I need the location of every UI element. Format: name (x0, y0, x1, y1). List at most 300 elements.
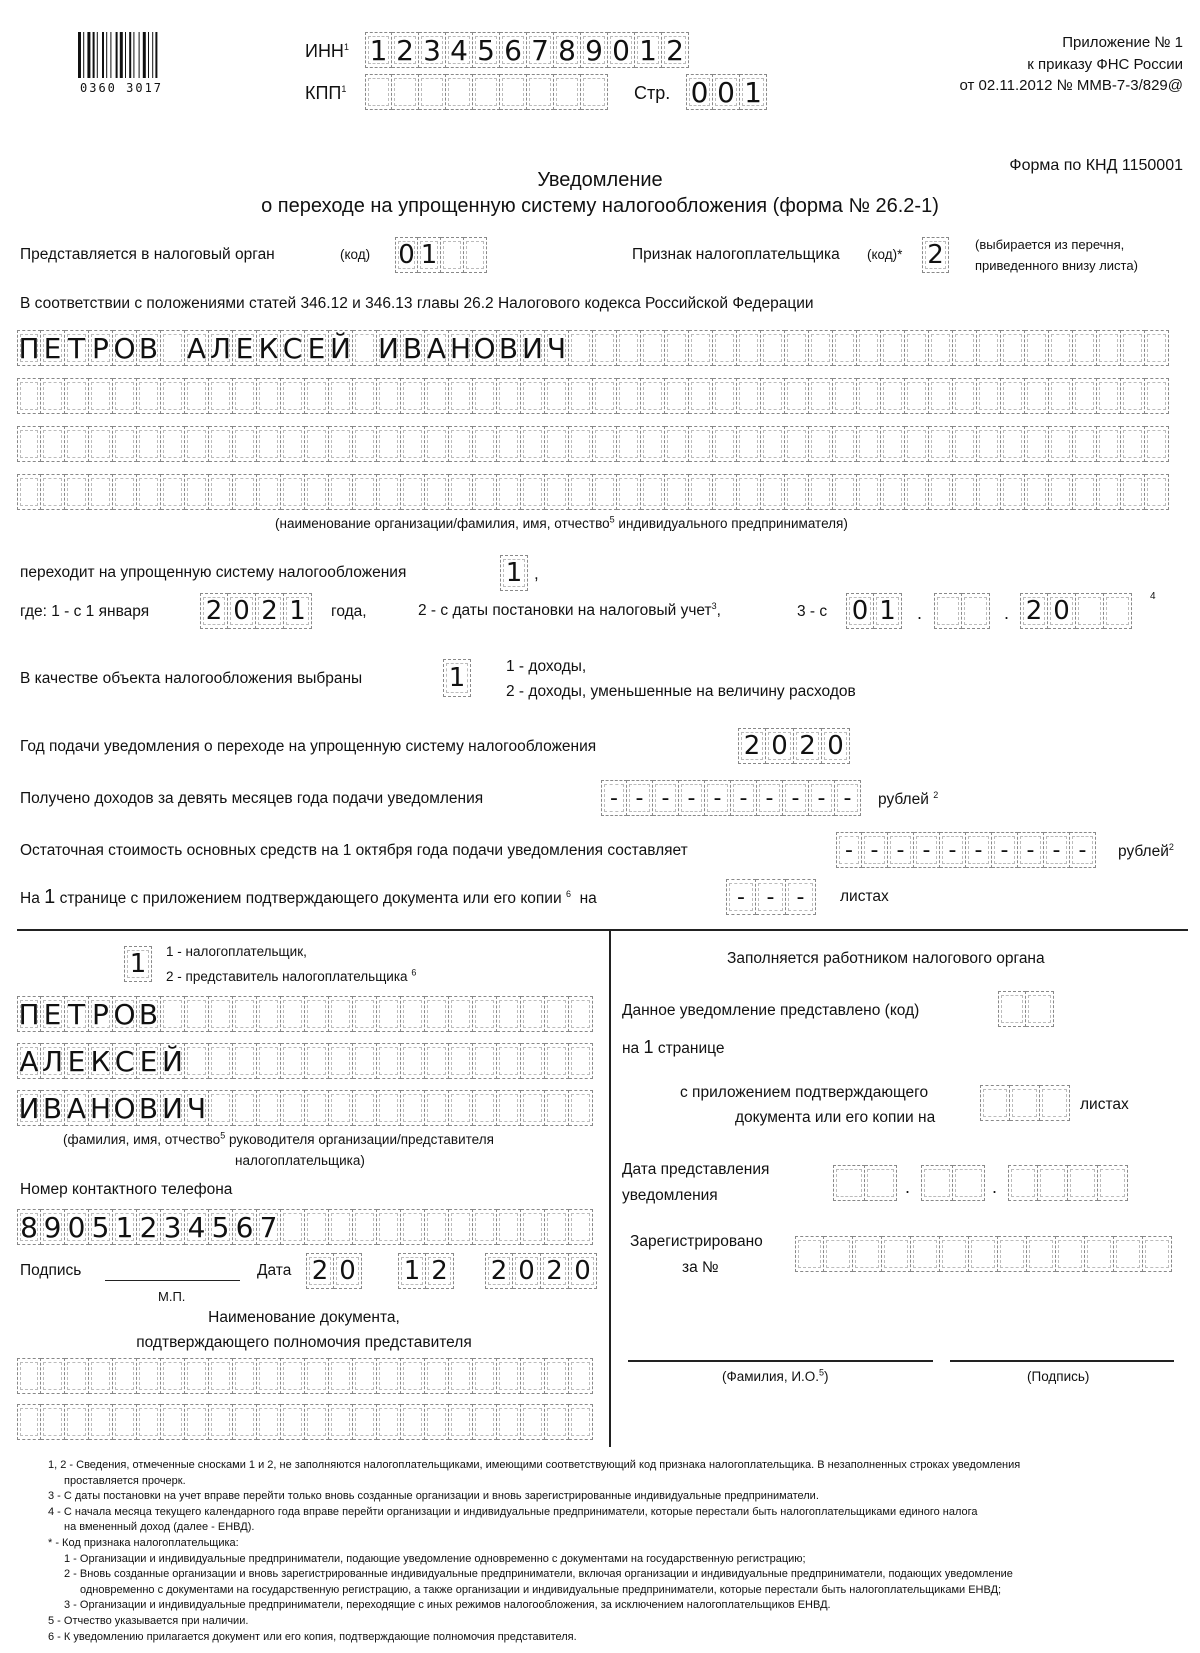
char-cell[interactable] (281, 378, 305, 414)
char-cell[interactable] (464, 237, 487, 273)
char-cell[interactable] (737, 330, 761, 366)
char-cell[interactable]: 2 (306, 1253, 334, 1289)
char-cell[interactable]: 1 (874, 593, 902, 629)
char-cell[interactable] (929, 426, 953, 462)
char-cell[interactable] (1049, 426, 1073, 462)
char-cell[interactable] (929, 330, 953, 366)
char-cell[interactable] (497, 474, 521, 510)
char-cell[interactable] (761, 426, 785, 462)
char-cell[interactable] (281, 426, 305, 462)
char-cell[interactable] (329, 1358, 353, 1394)
char-cell[interactable] (977, 378, 1001, 414)
char-cell[interactable]: Е (305, 330, 329, 366)
char-cell[interactable]: Е (41, 330, 65, 366)
char-cell[interactable] (545, 1090, 569, 1126)
char-cell[interactable]: 2 (392, 32, 419, 68)
char-cell[interactable] (497, 1404, 521, 1440)
char-cell[interactable] (521, 378, 545, 414)
char-cell[interactable]: И (161, 1090, 185, 1126)
char-cell[interactable] (161, 1404, 185, 1440)
char-cell[interactable] (809, 330, 833, 366)
char-cell[interactable] (449, 1043, 473, 1079)
char-cell[interactable] (161, 1358, 185, 1394)
char-cell[interactable] (785, 330, 809, 366)
char-cell[interactable]: С (113, 1043, 137, 1079)
char-cell[interactable] (377, 1358, 401, 1394)
char-cell[interactable] (1121, 474, 1145, 510)
char-cell[interactable] (329, 1043, 353, 1079)
char-cell[interactable] (665, 378, 689, 414)
char-cell[interactable] (329, 1209, 353, 1245)
name-row-2[interactable] (17, 378, 1169, 414)
char-cell[interactable] (281, 1404, 305, 1440)
char-cell[interactable] (953, 426, 977, 462)
char-cell[interactable]: 0 (513, 1253, 541, 1289)
char-cell[interactable] (980, 1085, 1010, 1121)
char-cell[interactable] (305, 1090, 329, 1126)
char-cell[interactable] (161, 426, 185, 462)
char-cell[interactable]: 9 (581, 32, 608, 68)
char-cell[interactable] (665, 330, 689, 366)
char-cell[interactable] (809, 378, 833, 414)
char-cell[interactable] (833, 330, 857, 366)
char-cell[interactable] (377, 378, 401, 414)
char-cell[interactable] (1025, 426, 1049, 462)
char-cell[interactable] (761, 474, 785, 510)
char-cell[interactable] (449, 1358, 473, 1394)
char-cell[interactable] (1114, 1236, 1143, 1272)
char-cell[interactable] (689, 330, 713, 366)
signer-field[interactable] (124, 946, 152, 982)
char-cell[interactable] (65, 1404, 89, 1440)
char-cell[interactable] (377, 1090, 401, 1126)
char-cell[interactable] (497, 996, 521, 1032)
char-cell[interactable] (617, 330, 641, 366)
char-cell[interactable] (353, 996, 377, 1032)
char-cell[interactable]: Ч (545, 330, 569, 366)
char-cell[interactable] (257, 474, 281, 510)
char-cell[interactable] (329, 378, 353, 414)
char-cell[interactable] (281, 1090, 305, 1126)
char-cell[interactable] (833, 426, 857, 462)
office-date-month[interactable] (921, 1165, 985, 1201)
transition-field[interactable] (500, 555, 528, 591)
char-cell[interactable] (497, 1043, 521, 1079)
char-cell[interactable] (824, 1236, 853, 1272)
char-cell[interactable] (257, 1043, 281, 1079)
char-cell[interactable] (329, 996, 353, 1032)
char-cell[interactable] (401, 1090, 425, 1126)
char-cell[interactable] (257, 378, 281, 414)
char-cell[interactable]: 3 (419, 32, 446, 68)
char-cell[interactable] (233, 1090, 257, 1126)
char-cell[interactable] (521, 1090, 545, 1126)
income-field[interactable] (601, 780, 861, 816)
char-cell[interactable]: - (1070, 832, 1096, 868)
char-cell[interactable]: 6 (500, 32, 527, 68)
char-cell[interactable] (521, 474, 545, 510)
fio-line[interactable] (628, 1360, 933, 1362)
char-cell[interactable] (185, 474, 209, 510)
char-cell[interactable] (353, 330, 377, 366)
char-cell[interactable]: А (425, 330, 449, 366)
char-cell[interactable] (473, 1358, 497, 1394)
char-cell[interactable]: - (1044, 832, 1070, 868)
char-cell[interactable]: 1 (284, 593, 312, 629)
char-cell[interactable]: О (113, 1091, 136, 1125)
char-cell[interactable]: О (473, 331, 496, 365)
char-cell[interactable] (185, 426, 209, 462)
char-cell[interactable]: В (497, 330, 521, 366)
char-cell[interactable]: 2 (794, 728, 822, 764)
char-cell[interactable] (1073, 378, 1097, 414)
char-cell[interactable]: 0 (686, 74, 713, 110)
char-cell[interactable] (233, 474, 257, 510)
char-cell[interactable] (962, 593, 990, 629)
char-cell[interactable] (1001, 330, 1025, 366)
char-cell[interactable] (545, 378, 569, 414)
char-cell[interactable]: В (41, 1090, 65, 1126)
kpp-field[interactable] (365, 74, 608, 110)
char-cell[interactable] (545, 1404, 569, 1440)
char-cell[interactable]: - (705, 780, 731, 816)
char-cell[interactable] (89, 378, 113, 414)
char-cell[interactable]: 5 (209, 1209, 233, 1245)
char-cell[interactable] (521, 1358, 545, 1394)
char-cell[interactable] (1097, 330, 1121, 366)
char-cell[interactable] (473, 378, 497, 414)
char-cell[interactable] (1145, 474, 1169, 510)
char-cell[interactable]: - (726, 879, 756, 915)
char-cell[interactable] (545, 1043, 569, 1079)
char-cell[interactable] (1008, 1165, 1038, 1201)
char-cell[interactable] (377, 1404, 401, 1440)
char-cell[interactable] (17, 1404, 41, 1440)
char-cell[interactable] (1027, 1236, 1056, 1272)
char-cell[interactable] (593, 330, 617, 366)
char-cell[interactable] (593, 426, 617, 462)
char-cell[interactable]: В (137, 330, 161, 366)
char-cell[interactable] (905, 378, 929, 414)
char-cell[interactable] (905, 474, 929, 510)
char-cell[interactable] (554, 74, 581, 110)
char-cell[interactable] (233, 426, 257, 462)
char-cell[interactable] (1145, 378, 1169, 414)
char-cell[interactable] (1049, 378, 1073, 414)
char-cell[interactable] (881, 474, 905, 510)
char-cell[interactable] (89, 474, 113, 510)
char-cell[interactable] (425, 1404, 449, 1440)
char-cell[interactable] (569, 1090, 593, 1126)
char-cell[interactable] (833, 378, 857, 414)
char-cell[interactable] (1001, 474, 1025, 510)
char-cell[interactable]: 1 (500, 555, 528, 591)
char-cell[interactable] (401, 1358, 425, 1394)
attachment-sheets-field[interactable] (980, 1085, 1070, 1121)
char-cell[interactable]: 0 (569, 1253, 597, 1289)
char-cell[interactable] (449, 1090, 473, 1126)
char-cell[interactable] (41, 1404, 65, 1440)
char-cell[interactable] (953, 474, 977, 510)
char-cell[interactable] (905, 426, 929, 462)
char-cell[interactable]: И (521, 330, 545, 366)
char-cell[interactable] (977, 426, 1001, 462)
char-cell[interactable] (865, 1165, 897, 1201)
char-cell[interactable] (377, 426, 401, 462)
char-cell[interactable] (425, 1043, 449, 1079)
char-cell[interactable]: - (835, 780, 861, 816)
char-cell[interactable] (233, 1043, 257, 1079)
char-cell[interactable] (281, 996, 305, 1032)
char-cell[interactable]: 0 (228, 593, 256, 629)
char-cell[interactable]: Н (449, 331, 472, 365)
char-cell[interactable]: 3 (161, 1209, 185, 1245)
char-cell[interactable]: 2 (137, 1209, 161, 1245)
char-cell[interactable]: - (1018, 832, 1044, 868)
char-cell[interactable] (473, 1090, 497, 1126)
char-cell[interactable] (305, 1358, 329, 1394)
char-cell[interactable] (569, 330, 593, 366)
char-cell[interactable] (641, 474, 665, 510)
char-cell[interactable]: 2 (1020, 593, 1048, 629)
char-cell[interactable] (473, 1043, 497, 1079)
char-cell[interactable] (473, 474, 497, 510)
option-3-day-field[interactable] (846, 593, 902, 629)
char-cell[interactable] (209, 1043, 233, 1079)
char-cell[interactable] (998, 991, 1026, 1027)
char-cell[interactable] (1025, 378, 1049, 414)
char-cell[interactable] (953, 330, 977, 366)
char-cell[interactable]: В (401, 330, 425, 366)
char-cell[interactable] (569, 474, 593, 510)
char-cell[interactable]: 2 (662, 32, 689, 68)
char-cell[interactable]: 2 (922, 237, 949, 273)
char-cell[interactable] (401, 1404, 425, 1440)
char-cell[interactable]: - (627, 780, 653, 816)
char-cell[interactable] (161, 378, 185, 414)
char-cell[interactable] (425, 474, 449, 510)
name-row-4[interactable] (17, 474, 1169, 510)
char-cell[interactable] (785, 378, 809, 414)
char-cell[interactable] (1026, 991, 1054, 1027)
char-cell[interactable] (17, 474, 41, 510)
char-cell[interactable]: 0 (65, 1209, 89, 1245)
firstname-field[interactable] (17, 1043, 593, 1079)
signer-date-year[interactable] (485, 1253, 597, 1289)
char-cell[interactable]: К (257, 330, 281, 366)
char-cell[interactable] (473, 1209, 497, 1245)
char-cell[interactable]: - (836, 832, 862, 868)
char-cell[interactable] (305, 1043, 329, 1079)
char-cell[interactable] (161, 474, 185, 510)
char-cell[interactable] (65, 426, 89, 462)
char-cell[interactable] (785, 426, 809, 462)
char-cell[interactable] (257, 996, 281, 1032)
char-cell[interactable] (233, 1404, 257, 1440)
char-cell[interactable] (857, 426, 881, 462)
char-cell[interactable]: 0 (395, 237, 418, 273)
char-cell[interactable] (185, 1404, 209, 1440)
char-cell[interactable] (89, 1358, 113, 1394)
char-cell[interactable] (617, 378, 641, 414)
char-cell[interactable] (521, 1209, 545, 1245)
char-cell[interactable] (113, 378, 137, 414)
char-cell[interactable] (257, 1404, 281, 1440)
char-cell[interactable]: 0 (846, 593, 874, 629)
char-cell[interactable] (545, 474, 569, 510)
char-cell[interactable] (353, 1209, 377, 1245)
char-cell[interactable] (497, 1358, 521, 1394)
char-cell[interactable] (17, 426, 41, 462)
char-cell[interactable] (857, 474, 881, 510)
char-cell[interactable] (65, 378, 89, 414)
pages-field[interactable] (726, 879, 816, 915)
char-cell[interactable] (641, 330, 665, 366)
char-cell[interactable]: П (18, 331, 40, 365)
char-cell[interactable] (761, 378, 785, 414)
char-cell[interactable]: 8 (17, 1209, 41, 1245)
char-cell[interactable]: - (653, 780, 679, 816)
char-cell[interactable] (401, 474, 425, 510)
char-cell[interactable] (1121, 426, 1145, 462)
char-cell[interactable]: Е (41, 996, 65, 1032)
char-cell[interactable] (953, 378, 977, 414)
char-cell[interactable]: - (888, 832, 914, 868)
char-cell[interactable] (209, 1090, 233, 1126)
char-cell[interactable] (809, 474, 833, 510)
char-cell[interactable] (1097, 474, 1121, 510)
char-cell[interactable] (449, 474, 473, 510)
char-cell[interactable]: 0 (766, 728, 794, 764)
char-cell[interactable] (257, 1090, 281, 1126)
char-cell[interactable] (1049, 474, 1073, 510)
char-cell[interactable] (257, 426, 281, 462)
char-cell[interactable] (425, 426, 449, 462)
char-cell[interactable] (209, 996, 233, 1032)
char-cell[interactable] (257, 1358, 281, 1394)
char-cell[interactable] (65, 1358, 89, 1394)
char-cell[interactable]: - (731, 780, 757, 816)
char-cell[interactable] (449, 996, 473, 1032)
char-cell[interactable]: П (18, 997, 40, 1031)
char-cell[interactable] (921, 1165, 953, 1201)
char-cell[interactable] (425, 1209, 449, 1245)
payer-sign-field[interactable] (922, 237, 949, 273)
char-cell[interactable] (545, 996, 569, 1032)
char-cell[interactable]: И (377, 330, 401, 366)
char-cell[interactable] (113, 1404, 137, 1440)
submitted-code-field[interactable] (998, 991, 1054, 1027)
char-cell[interactable]: - (992, 832, 1018, 868)
char-cell[interactable] (281, 1209, 305, 1245)
char-cell[interactable] (905, 330, 929, 366)
char-cell[interactable] (737, 426, 761, 462)
char-cell[interactable] (881, 426, 905, 462)
char-cell[interactable]: Е (233, 330, 257, 366)
char-cell[interactable] (545, 1358, 569, 1394)
char-cell[interactable] (353, 1090, 377, 1126)
char-cell[interactable]: 2 (426, 1253, 454, 1289)
char-cell[interactable] (1025, 474, 1049, 510)
char-cell[interactable] (929, 474, 953, 510)
char-cell[interactable]: 0 (1048, 593, 1076, 629)
char-cell[interactable] (689, 378, 713, 414)
char-cell[interactable] (737, 474, 761, 510)
office-signature-line[interactable] (950, 1360, 1174, 1362)
char-cell[interactable] (857, 330, 881, 366)
office-date-year[interactable] (1008, 1165, 1128, 1201)
char-cell[interactable]: А (65, 1090, 89, 1126)
char-cell[interactable] (473, 74, 500, 110)
char-cell[interactable]: - (679, 780, 705, 816)
char-cell[interactable] (137, 378, 161, 414)
char-cell[interactable] (569, 426, 593, 462)
char-cell[interactable] (401, 1209, 425, 1245)
char-cell[interactable] (713, 426, 737, 462)
char-cell[interactable] (41, 1358, 65, 1394)
char-cell[interactable]: В (137, 1090, 161, 1126)
char-cell[interactable]: О (113, 997, 136, 1031)
char-cell[interactable]: Т (65, 330, 89, 366)
char-cell[interactable] (521, 1043, 545, 1079)
char-cell[interactable]: - (756, 879, 786, 915)
char-cell[interactable] (593, 378, 617, 414)
char-cell[interactable] (473, 426, 497, 462)
char-cell[interactable] (689, 474, 713, 510)
char-cell[interactable]: Р (89, 996, 113, 1032)
char-cell[interactable] (401, 426, 425, 462)
char-cell[interactable] (911, 1236, 940, 1272)
registration-number-field[interactable] (795, 1236, 1172, 1272)
authority-doc-row-1[interactable] (17, 1358, 593, 1394)
option-3-year-field[interactable] (1020, 593, 1132, 629)
char-cell[interactable] (1104, 593, 1132, 629)
char-cell[interactable] (1076, 593, 1104, 629)
char-cell[interactable] (665, 426, 689, 462)
char-cell[interactable]: 2 (256, 593, 284, 629)
char-cell[interactable] (713, 330, 737, 366)
char-cell[interactable] (377, 1043, 401, 1079)
page-number-field[interactable] (686, 74, 767, 110)
char-cell[interactable] (185, 1358, 209, 1394)
char-cell[interactable] (89, 1404, 113, 1440)
char-cell[interactable] (521, 996, 545, 1032)
char-cell[interactable] (1098, 1165, 1128, 1201)
char-cell[interactable] (569, 1043, 593, 1079)
signature-line[interactable] (105, 1280, 240, 1281)
char-cell[interactable] (377, 1209, 401, 1245)
char-cell[interactable] (881, 330, 905, 366)
char-cell[interactable]: А (17, 1043, 41, 1079)
char-cell[interactable] (446, 74, 473, 110)
char-cell[interactable] (17, 378, 41, 414)
char-cell[interactable] (233, 996, 257, 1032)
char-cell[interactable] (185, 378, 209, 414)
char-cell[interactable] (1040, 1085, 1070, 1121)
char-cell[interactable] (617, 426, 641, 462)
char-cell[interactable] (665, 474, 689, 510)
char-cell[interactable]: 8 (554, 32, 581, 68)
char-cell[interactable] (569, 1358, 593, 1394)
char-cell[interactable]: 0 (608, 32, 635, 68)
char-cell[interactable] (497, 378, 521, 414)
char-cell[interactable] (209, 1404, 233, 1440)
char-cell[interactable] (1001, 426, 1025, 462)
char-cell[interactable] (689, 426, 713, 462)
char-cell[interactable] (641, 426, 665, 462)
char-cell[interactable] (425, 378, 449, 414)
char-cell[interactable] (329, 474, 353, 510)
